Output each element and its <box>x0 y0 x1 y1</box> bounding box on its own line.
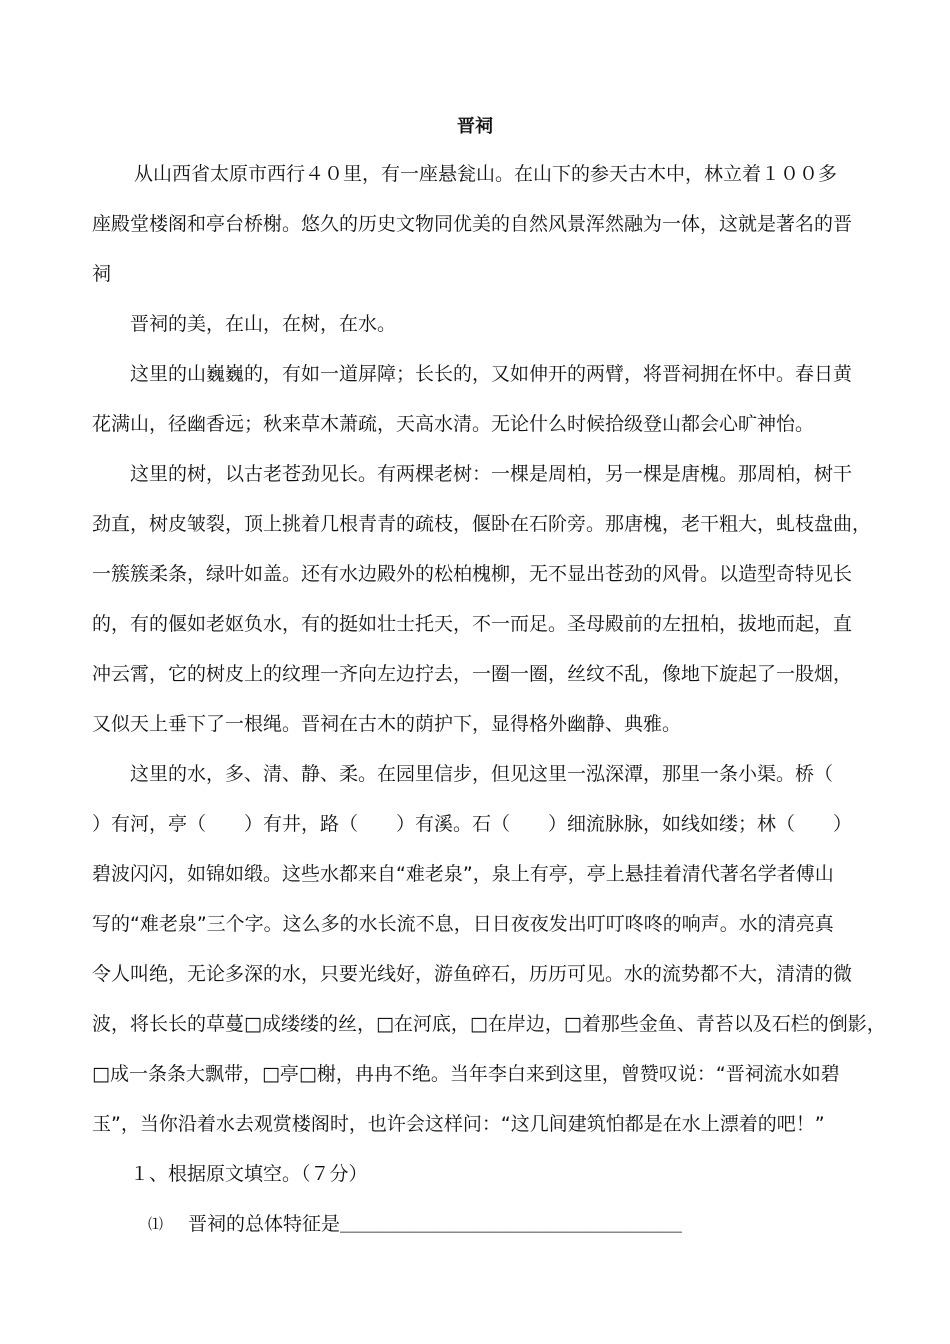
paragraph-line: 写的“难老泉”三个字。这么多的水长流不息，日日夜夜发出叮叮咚咚的响声。水的清亮真 <box>92 913 834 935</box>
paragraph-line: 这里的山巍巍的，有如一道屏障；长长的，又如伸开的两臂，将晋祠拥在怀中。春日黄 <box>130 363 853 385</box>
paragraph-line: 一簇簇柔条，绿叶如盖。还有水边殿外的松柏槐柳，无不显出苍劲的风骨。以造型奇特见长 <box>92 563 853 585</box>
paragraph-line: 碧波闪闪，如锦如缎。这些水都来自“难老泉”，泉上有亭，亭上悬挂着清代著名学者傅山 <box>92 863 834 885</box>
paragraph-line: ）有河，亭（ ）有井，路（ ）有溪。石（ ）细流脉脉，如线如缕；林（ ） <box>92 813 853 835</box>
paragraph-line: 劲直，树皮皱裂，顶上挑着几根青青的疏枝，偃卧在石阶旁。那唐槐，老干粗大，虬枝盘曲， <box>92 513 872 535</box>
paragraph-line: □成一条条大飘带，□亭□榭，冉冉不绝。当年李白来到这里，曾赞叹说：“晋祠流水如碧 <box>92 1063 840 1085</box>
paragraph-line: 又似天上垂下了一根绳。晋祠在古木的荫护下，显得格外幽静、典雅。 <box>92 713 682 735</box>
paragraph-line: 波，将长长的草蔓□成缕缕的丝，□在河底，□在岸边，□着那些金鱼、青苔以及石栏的倒影， <box>92 1013 886 1035</box>
paragraph-line: 冲云霄，它的树皮上的纹理一齐向左边拧去，一圈一圈，丝纹不乱，像地下旋起了一股烟， <box>92 663 853 685</box>
paragraph-line: 的，有的偃如老妪负水，有的挺如壮士托天，不一而足。圣母殿前的左扭柏，拔地而起，直 <box>92 613 853 635</box>
paragraph-line: 晋祠的美，在山，在树，在水。 <box>130 313 397 335</box>
question-number: ⑴ <box>148 1215 164 1233</box>
paragraph-line: 这里的树，以古老苍劲见长。有两棵老树：一棵是周柏，另一棵是唐槐。那周柏，树干 <box>130 463 853 485</box>
question-text: 晋祠的总体特征是＿＿＿＿＿＿＿＿＿＿＿＿＿＿＿＿＿＿ <box>188 1213 683 1235</box>
document-title: 晋祠 <box>457 116 493 137</box>
paragraph-line: 从山西省太原市西行４０里，有一座悬瓮山。在山下的参天古木中，林立着１００多 <box>134 163 838 185</box>
paragraph-line: 这里的水，多、清、静、柔。在园里信步，但见这里一泓深潭，那里一条小渠。桥（ <box>130 763 834 785</box>
paragraph-line: 玉”，当你沿着水去观赏楼阁时，也许会这样问：“这几间建筑怕都是在水上漂着的吧！” <box>92 1113 825 1135</box>
paragraph-line: 花满山，径幽香远；秋来草木萧疏，天高水清。无论什么时候拾级登山都会心旷神怡。 <box>92 413 815 435</box>
paragraph-line: 祠 <box>92 263 112 285</box>
question-heading: １、根据原文填空。（７分） <box>130 1163 368 1185</box>
paragraph-line: 座殿堂楼阁和亭台桥榭。悠久的历史文物同优美的自然风景浑然融为一体，这就是著名的晋 <box>92 213 853 235</box>
paragraph-line: 令人叫绝，无论多深的水，只要光线好，游鱼碎石，历历可见。水的流势都不大，清清的微 <box>92 963 853 985</box>
